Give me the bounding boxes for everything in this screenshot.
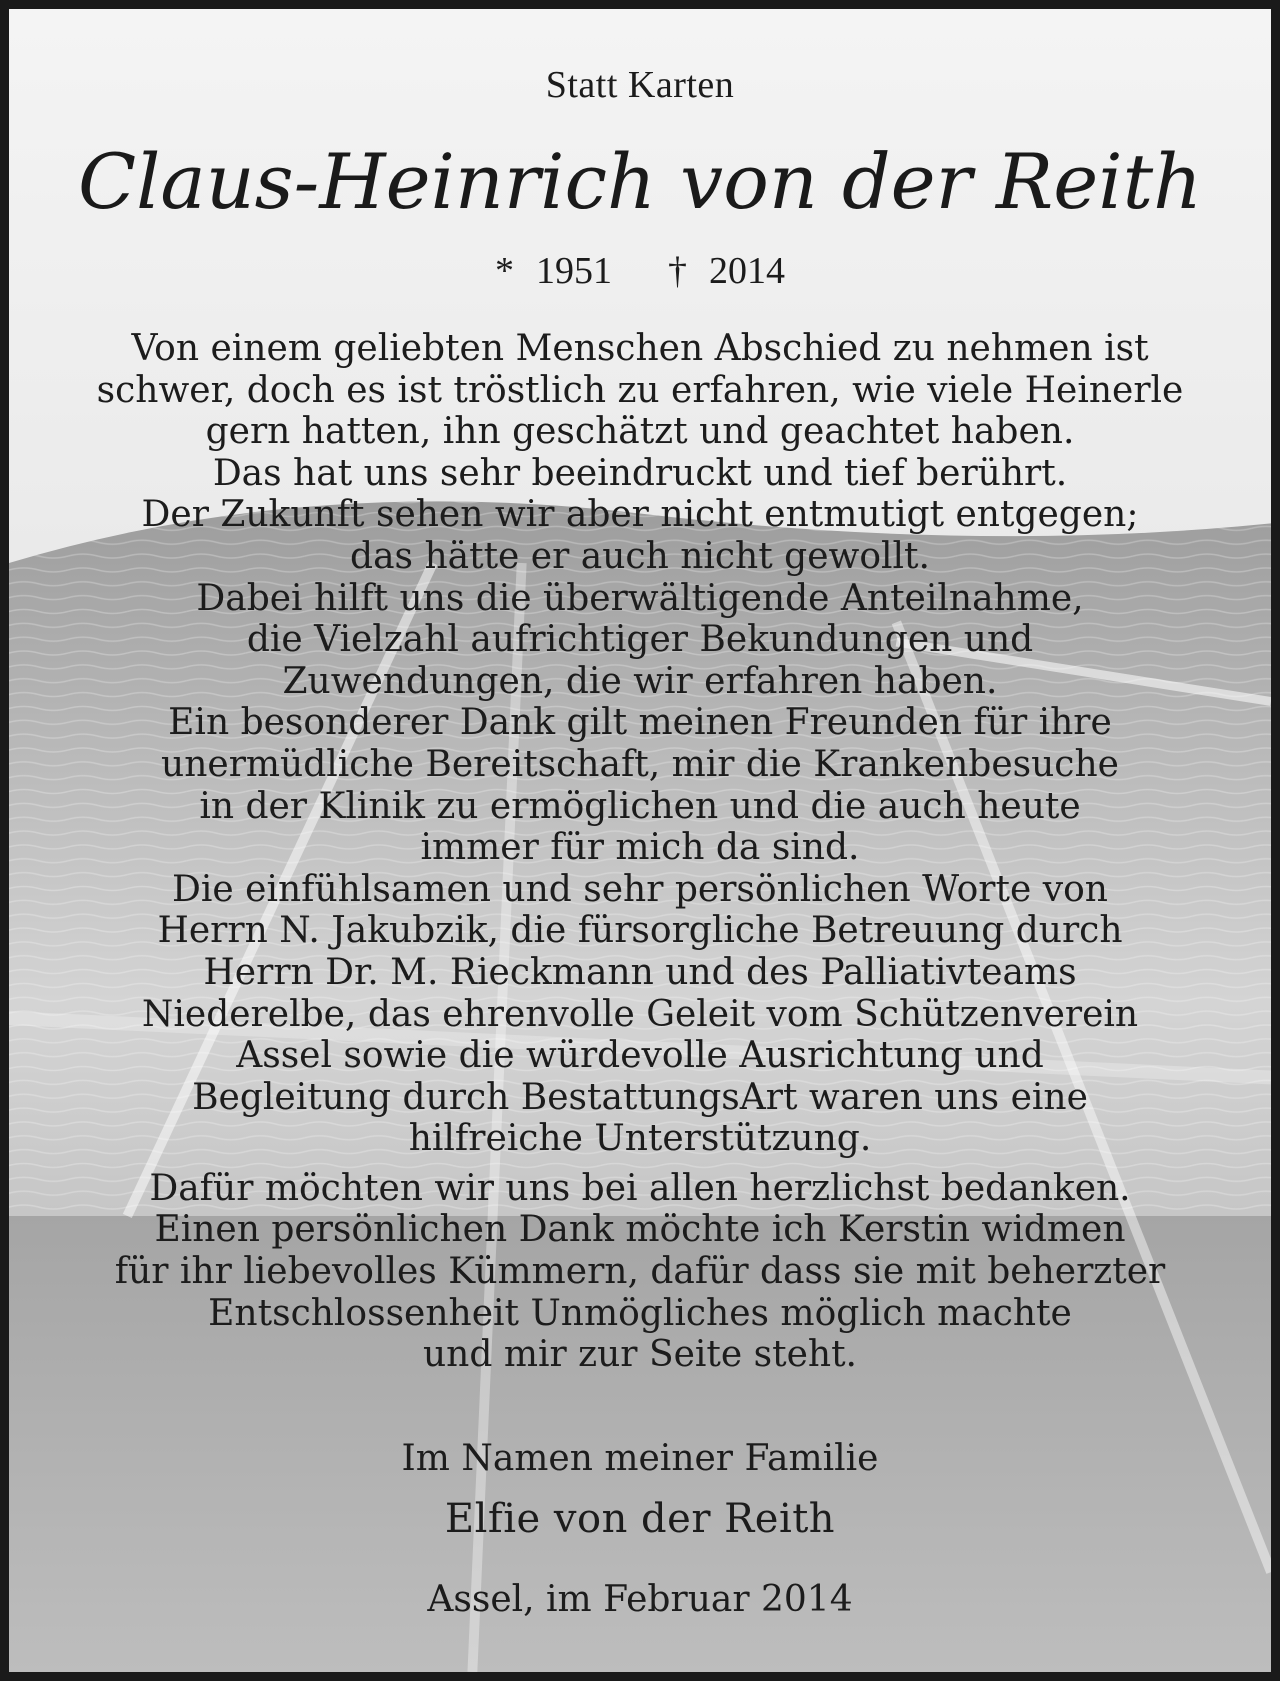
body-line: Assel sowie die würdevolle Ausrichtung und bbox=[236, 1035, 1044, 1077]
personal-line: Einen persönlichen Dank möchte ich Kerstin widmen bbox=[154, 1209, 1126, 1251]
body-line: schwer, doch es ist tröstlich zu erfahren, wie viele Heinerle bbox=[96, 369, 1184, 411]
body-line: das hätte er auch nicht gewollt. bbox=[350, 535, 930, 577]
birth-symbol: * bbox=[495, 250, 514, 292]
death-year: 2014 bbox=[709, 250, 785, 292]
personal-line: und mir zur Seite steht. bbox=[422, 1334, 857, 1376]
body-line: Dabei hilft uns die überwältigende Anteilnahme, bbox=[196, 577, 1084, 619]
death-symbol: † bbox=[668, 250, 687, 292]
body-line: unermüdliche Bereitschaft, mir die Krankenbesuche bbox=[161, 743, 1119, 785]
statt-karten-label: Statt Karten bbox=[545, 64, 735, 106]
body-line: Zuwendungen, die wir erfahren haben. bbox=[282, 660, 998, 702]
body-line: Das hat uns sehr beeindruckt und tief berührt. bbox=[212, 452, 1068, 494]
obituary-body bbox=[39, 328, 1241, 1376]
body-line: in der Klinik zu ermöglichen und die auch heute bbox=[199, 785, 1081, 827]
family-line: Im Namen meiner Familie bbox=[401, 1438, 879, 1479]
body-line: Herrn Dr. M. Rieckmann und des Palliativteams bbox=[203, 951, 1077, 993]
body-line: Die einfühlsamen und sehr persönlichen Worte von bbox=[172, 868, 1108, 910]
birth-year: 1951 bbox=[536, 250, 612, 292]
body-line: Ein besonderer Dank gilt meinen Freunden für ihre bbox=[168, 702, 1112, 744]
body-line: gern hatten, ihn geschätzt und geachtet haben. bbox=[205, 411, 1075, 453]
body-line: immer für mich da sind. bbox=[420, 827, 860, 869]
life-dates bbox=[9, 249, 1271, 293]
thanks-line: Dafür möchten wir uns bei allen herzlichst bedanken. bbox=[149, 1167, 1131, 1209]
body-line: Von einem geliebten Menschen Abschied zu nehmen ist bbox=[131, 328, 1149, 369]
deceased-name: Claus-Heinrich von der Reith bbox=[77, 137, 1203, 226]
personal-line: Entschlossenheit Unmögliches möglich machte bbox=[208, 1292, 1072, 1334]
place-date: Assel, im Februar 2014 bbox=[427, 1579, 853, 1620]
body-line: Begleitung durch BestattungsArt waren uns eine bbox=[192, 1076, 1088, 1118]
body-line: hilfreiche Unterstützung. bbox=[408, 1118, 872, 1160]
personal-line: für ihr liebevolles Kümmern, dafür dass sie mit beherzter bbox=[114, 1251, 1166, 1293]
signer-name: Elfie von der Reith bbox=[444, 1496, 836, 1542]
body-line: die Vielzahl aufrichtiger Bekundungen und bbox=[246, 619, 1034, 661]
body-line: Der Zukunft sehen wir aber nicht entmutigt entgegen; bbox=[141, 494, 1139, 536]
body-line: Niederelbe, das ehrenvolle Geleit vom Schützenverein bbox=[141, 993, 1139, 1035]
body-line: Herrn N. Jakubzik, die fürsorgliche Betreuung durch bbox=[157, 910, 1123, 952]
